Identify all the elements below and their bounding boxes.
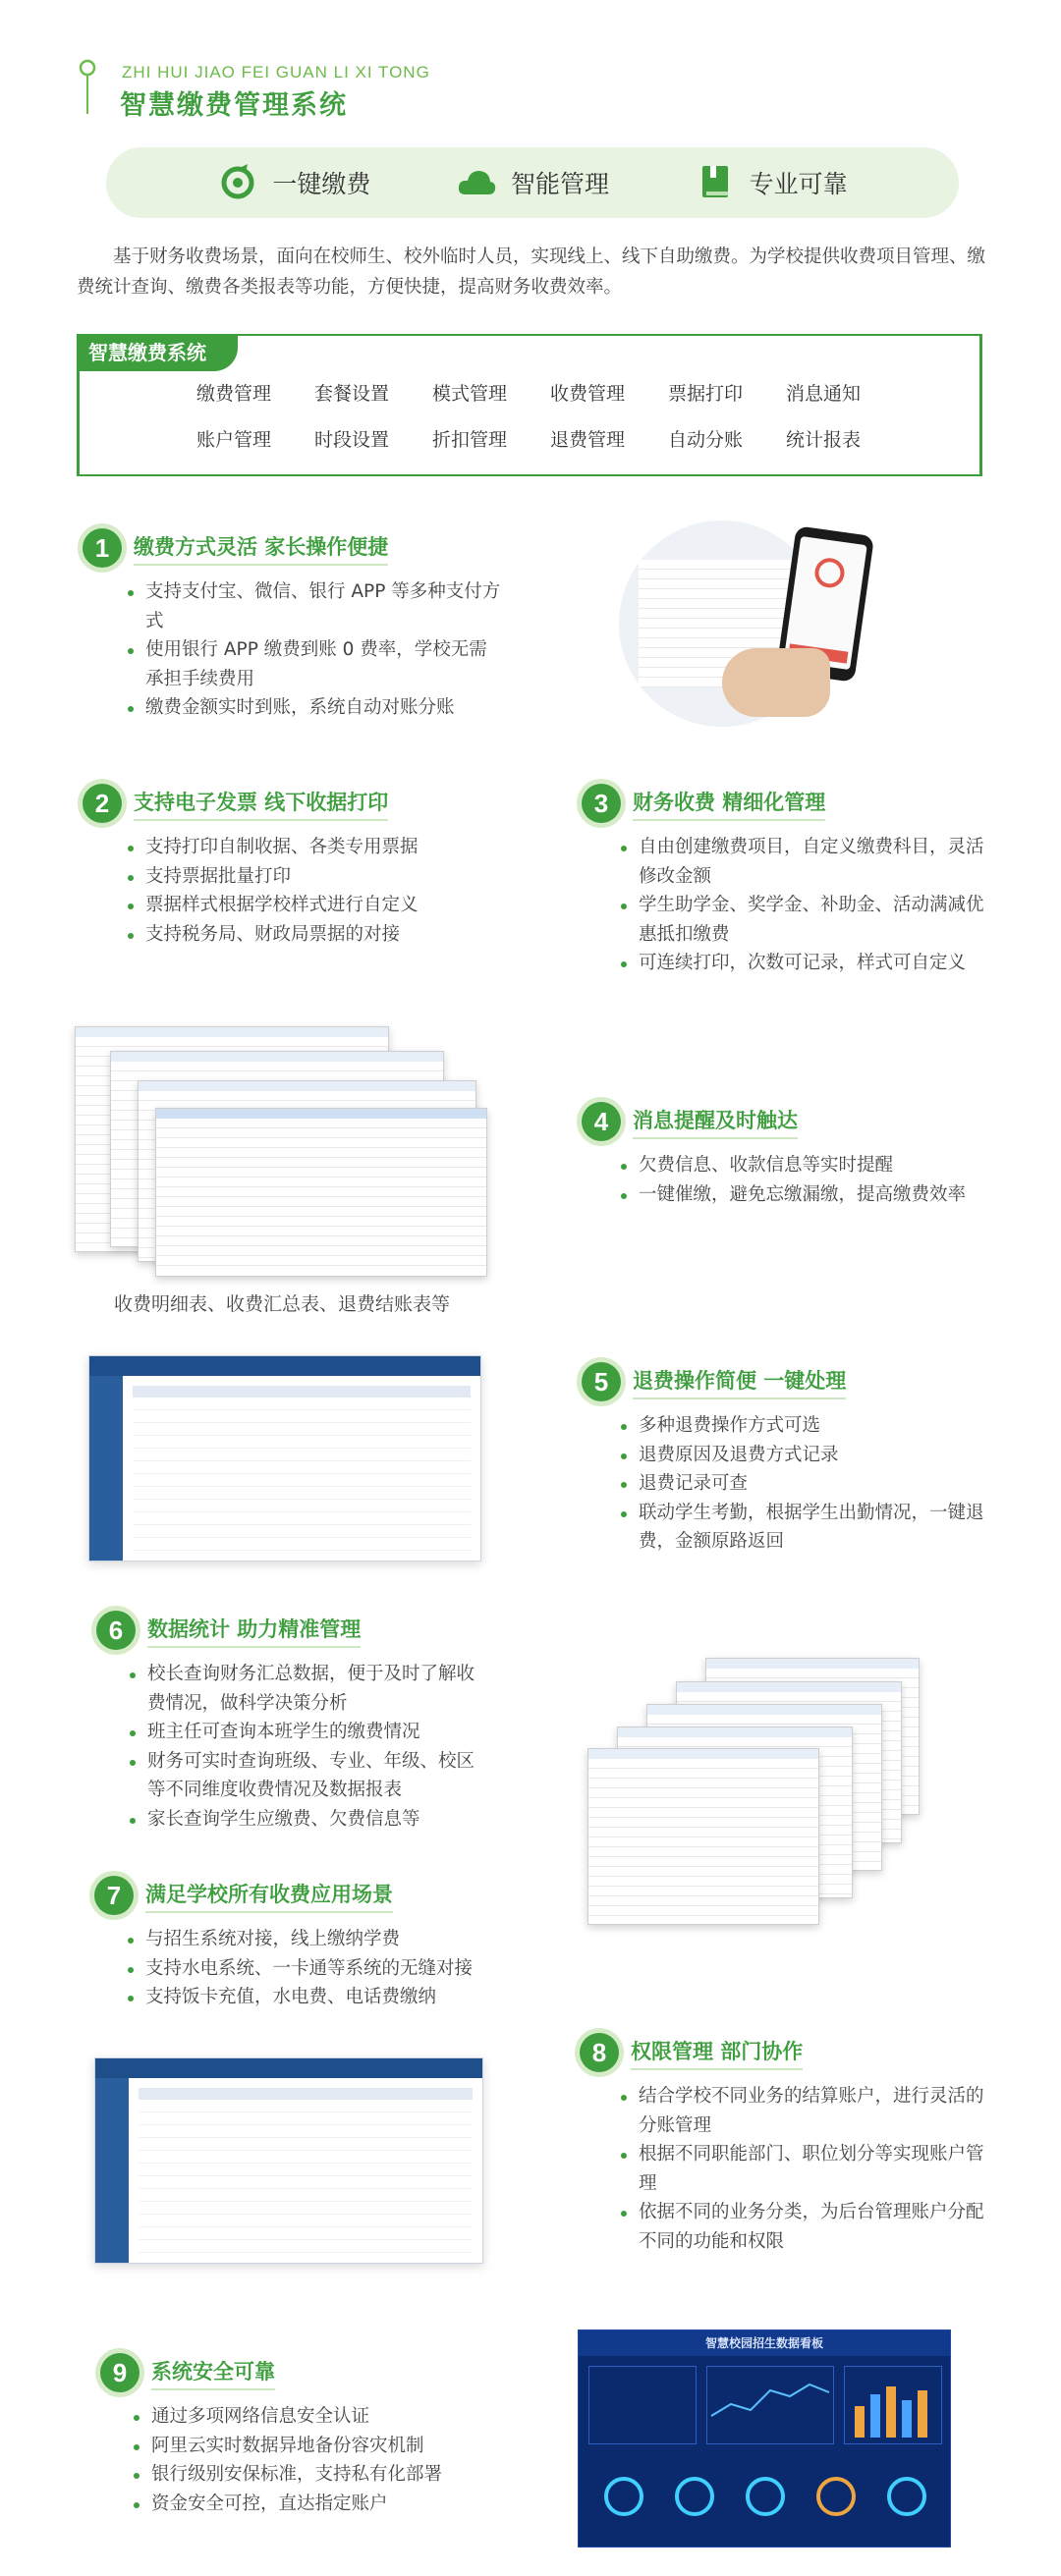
- section-3: [582, 784, 1004, 978]
- location-pin-icon: [77, 59, 98, 114]
- list-item: 一键催缴，避免忘缴漏缴，提高缴费效率: [621, 1180, 1014, 1210]
- feature-pay: [217, 162, 370, 203]
- section-7: [94, 1876, 546, 2012]
- list-item: 可连续打印，次数可记录，样式可自定义: [621, 949, 992, 978]
- section-number: 4: [582, 1102, 621, 1141]
- section-number: 9: [100, 2353, 140, 2392]
- feature-list: [128, 1925, 540, 2012]
- feature-reliable: [695, 162, 848, 203]
- section-head: [580, 2033, 1002, 2072]
- list-item: 联动学生考勤，根据学生出勤情况，一键退费，金额原路返回: [621, 1499, 984, 1557]
- section-5: [582, 1362, 1004, 1557]
- list-item: 班主任可查询本班学生的缴费情况: [130, 1718, 483, 1747]
- list-item: 资金安全可控，直达指定账户: [134, 2490, 527, 2519]
- list-item: 与招生系统对接，线上缴纳学费: [128, 1925, 540, 1954]
- section-number: 3: [582, 784, 621, 823]
- section-head: [582, 1362, 1004, 1401]
- refund-admin-screenshot: [88, 1355, 481, 1562]
- section-title: 缴费方式灵活 家长操作便捷: [134, 531, 388, 566]
- feature-label: 专业可靠: [749, 170, 848, 198]
- module-item: 收费管理: [550, 383, 626, 405]
- feature-label: 一键缴费: [272, 170, 371, 198]
- list-item: 退费原因及退费方式记录: [621, 1441, 984, 1470]
- module-item: 缴费管理: [196, 383, 272, 405]
- feature-list: [130, 1660, 483, 1834]
- list-item: 阿里云实时数据异地备份容灾机制: [134, 2432, 527, 2461]
- app-pinyin: ZHI HUI JIAO FEI GUAN LI XI TONG: [122, 63, 430, 82]
- app-title: 智慧缴费管理系统: [120, 90, 348, 121]
- section-number: 2: [83, 784, 122, 823]
- section-head: [83, 784, 544, 823]
- module-item: 套餐设置: [314, 383, 390, 405]
- section-number: 8: [580, 2033, 619, 2072]
- module-tag: 智慧缴费系统: [77, 334, 238, 371]
- module-item: 时段设置: [314, 429, 390, 451]
- module-item: 折扣管理: [432, 429, 508, 451]
- list-item: 校长查询财务汇总数据，便于及时了解收费情况，做科学决策分析: [130, 1660, 483, 1718]
- section-number: 7: [94, 1876, 134, 1915]
- section-6: [96, 1611, 548, 1834]
- list-item: 自由创建缴费项目，自定义缴费科目，灵活修改金额: [621, 833, 992, 891]
- feature-list: [128, 833, 521, 949]
- module-item: 统计报表: [786, 429, 862, 451]
- data-dashboard-image: [578, 2329, 951, 2548]
- section-head: [94, 1876, 546, 1915]
- book-icon: [695, 162, 736, 203]
- section-number: 5: [582, 1362, 621, 1401]
- list-item: 使用银行 APP 缴费到账 0 费率，学校无需承担手续费用: [128, 635, 501, 693]
- feature-smart: [456, 162, 609, 203]
- section-head: [582, 1102, 1004, 1141]
- list-item: 缴费金额实时到账，系统自动对账分账: [128, 693, 501, 723]
- feature-list: [621, 1411, 984, 1557]
- list-item: 欠费信息、收款信息等实时提醒: [621, 1151, 1014, 1180]
- feature-bar: [106, 147, 959, 218]
- section-head: [100, 2353, 552, 2392]
- section-head: [96, 1611, 548, 1650]
- section-1: [83, 528, 515, 723]
- module-grid: [196, 379, 904, 452]
- feature-list: [621, 2082, 994, 2256]
- list-item: 多种退费操作方式可选: [621, 1411, 984, 1441]
- list-item: 通过多项网络信息安全认证: [134, 2402, 527, 2432]
- section-title: 支持电子发票 线下收据打印: [134, 787, 388, 821]
- module-item: 消息通知: [786, 383, 862, 405]
- section-title: 财务收费 精细化管理: [633, 787, 825, 821]
- list-item: 票据样式根据学校样式进行自定义: [128, 891, 521, 920]
- section-4: [582, 1102, 1004, 1209]
- list-item: 依据不同的业务分类，为后台管理账户分配不同的功能和权限: [621, 2198, 994, 2256]
- section-head: [83, 528, 515, 568]
- reports-caption: 收费明细表、收费汇总表、退费结账表等: [114, 1293, 451, 1315]
- section-title: 退费操作简便 一键处理: [633, 1365, 846, 1399]
- module-item: 票据打印: [668, 383, 744, 405]
- list-item: 学生助学金、奖学金、补助金、活动满减优惠抵扣缴费: [621, 891, 992, 949]
- cloud-icon: [456, 162, 497, 203]
- section-2: [83, 784, 544, 949]
- feature-list: [621, 1151, 1014, 1209]
- module-item: 模式管理: [432, 383, 508, 405]
- section-number: 6: [96, 1611, 136, 1650]
- list-item: 根据不同职能部门、职位划分等实现账户管理: [621, 2140, 994, 2198]
- list-item: 家长查询学生应缴费、欠费信息等: [130, 1805, 483, 1835]
- section-9: [100, 2353, 552, 2518]
- section-title: 权限管理 部门协作: [631, 2036, 803, 2070]
- dashboard-title: 智慧校园招生数据看板: [579, 2330, 950, 2356]
- module-item: 自动分账: [668, 429, 744, 451]
- list-item: 支持水电系统、一卡通等系统的无缝对接: [128, 1954, 540, 1984]
- pay-icon: [217, 162, 258, 203]
- intro-paragraph: 基于财务收费场景，面向在校师生、校外临时人员，实现线上、线下自助缴费。为学校提供收费项目管理、缴费统计查询、缴费各类报表等功能，方便快捷，提高财务收费效率。: [77, 247, 986, 298]
- feature-list: [134, 2402, 527, 2518]
- permission-admin-screenshot: [94, 2057, 483, 2264]
- section-head: [582, 784, 1004, 823]
- list-item: 财务可实时查询班级、专业、年级、校区等不同维度收费情况及数据报表: [130, 1747, 483, 1805]
- section-title: 满足学校所有收费应用场景: [145, 1879, 393, 1913]
- list-item: 支持饭卡充值，水电费、电话费缴纳: [128, 1983, 540, 2012]
- feature-list: [128, 577, 501, 723]
- section-number: 1: [83, 528, 122, 568]
- list-item: 支持票据批量打印: [128, 862, 521, 892]
- feature-label: 智能管理: [510, 170, 609, 198]
- section-title: 数据统计 助力精准管理: [147, 1614, 361, 1648]
- section-title: 系统安全可靠: [151, 2356, 275, 2390]
- section-8: [580, 2033, 1002, 2256]
- list-item: 支持税务局、财政局票据的对接: [128, 920, 521, 950]
- feature-list: [621, 833, 992, 978]
- list-item: 退费记录可查: [621, 1469, 984, 1499]
- list-item: 支持打印自制收据、各类专用票据: [128, 833, 521, 862]
- hand-image: [722, 648, 830, 717]
- list-item: 银行级别安保标准，支持私有化部署: [134, 2460, 527, 2490]
- module-item: 退费管理: [550, 429, 626, 451]
- list-item: 支持支付宝、微信、银行 APP 等多种支付方式: [128, 577, 501, 635]
- list-item: 结合学校不同业务的结算账户，进行灵活的分账管理: [621, 2082, 994, 2140]
- module-item: 账户管理: [196, 429, 272, 451]
- section-title: 消息提醒及时触达: [633, 1105, 798, 1139]
